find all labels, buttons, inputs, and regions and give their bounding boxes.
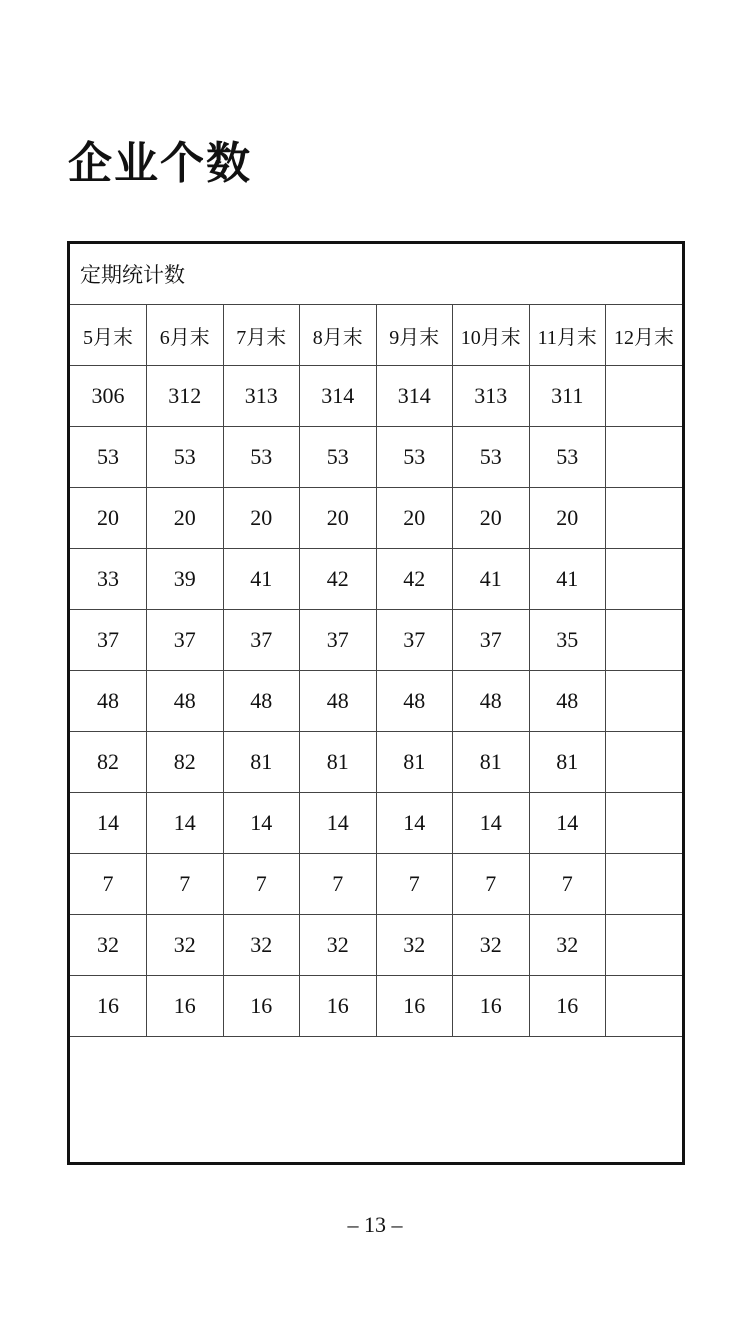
table-cell: 20 bbox=[529, 488, 606, 549]
table-cell: 81 bbox=[453, 732, 530, 793]
table-cell bbox=[606, 610, 683, 671]
table-cell: 311 bbox=[529, 366, 606, 427]
table-cell: 314 bbox=[376, 366, 453, 427]
table-cell: 16 bbox=[529, 976, 606, 1037]
table-cell: 14 bbox=[453, 793, 530, 854]
table-cell: 7 bbox=[147, 854, 224, 915]
table-cell: 32 bbox=[300, 915, 377, 976]
table-cell: 20 bbox=[147, 488, 224, 549]
table-row bbox=[70, 915, 682, 976]
table-cell: 14 bbox=[376, 793, 453, 854]
table-cell: 82 bbox=[147, 732, 224, 793]
table-cell: 48 bbox=[300, 671, 377, 732]
column-header: 6月末 bbox=[147, 305, 224, 366]
table-cell: 32 bbox=[453, 915, 530, 976]
table-cell: 37 bbox=[300, 610, 377, 671]
table-cell: 48 bbox=[70, 671, 147, 732]
table-row bbox=[70, 793, 682, 854]
table-cell bbox=[606, 427, 683, 488]
table-cell: 37 bbox=[147, 610, 224, 671]
table-cell: 7 bbox=[529, 854, 606, 915]
table-cell bbox=[606, 854, 683, 915]
table-cell: 20 bbox=[453, 488, 530, 549]
table-cell: 16 bbox=[300, 976, 377, 1037]
table-cell: 16 bbox=[453, 976, 530, 1037]
table-cell: 7 bbox=[300, 854, 377, 915]
table-cell: 32 bbox=[223, 915, 300, 976]
table-cell: 53 bbox=[70, 427, 147, 488]
table-row bbox=[70, 549, 682, 610]
column-header: 8月末 bbox=[300, 305, 377, 366]
table-cell: 35 bbox=[529, 610, 606, 671]
table-cell: 39 bbox=[147, 549, 224, 610]
table-cell: 14 bbox=[70, 793, 147, 854]
table-cell: 48 bbox=[376, 671, 453, 732]
table-cell: 81 bbox=[223, 732, 300, 793]
table-cell: 32 bbox=[147, 915, 224, 976]
table-cell: 53 bbox=[223, 427, 300, 488]
table-cell bbox=[606, 915, 683, 976]
table-cell: 20 bbox=[376, 488, 453, 549]
table-cell: 48 bbox=[529, 671, 606, 732]
table-cell: 313 bbox=[223, 366, 300, 427]
table-row bbox=[70, 732, 682, 793]
table-cell: 16 bbox=[376, 976, 453, 1037]
table-row bbox=[70, 610, 682, 671]
table-frame bbox=[67, 241, 685, 1165]
table-cell bbox=[606, 366, 683, 427]
table-cell: 20 bbox=[223, 488, 300, 549]
table-row bbox=[70, 427, 682, 488]
table-cell: 48 bbox=[147, 671, 224, 732]
table-cell: 33 bbox=[70, 549, 147, 610]
table-cell: 7 bbox=[376, 854, 453, 915]
table-cell: 37 bbox=[223, 610, 300, 671]
table-cell: 37 bbox=[453, 610, 530, 671]
column-header: 9月末 bbox=[376, 305, 453, 366]
table-cell: 7 bbox=[70, 854, 147, 915]
table-cell: 41 bbox=[453, 549, 530, 610]
table-cell bbox=[606, 976, 683, 1037]
table-cell: 7 bbox=[223, 854, 300, 915]
page-number: – 13 – bbox=[347, 1212, 403, 1237]
table-cell: 32 bbox=[70, 915, 147, 976]
table-cell: 53 bbox=[529, 427, 606, 488]
table-cell: 16 bbox=[147, 976, 224, 1037]
table-row bbox=[70, 366, 682, 427]
table-cell: 81 bbox=[376, 732, 453, 793]
table-cell: 82 bbox=[70, 732, 147, 793]
table-cell: 14 bbox=[529, 793, 606, 854]
table-cell: 53 bbox=[147, 427, 224, 488]
table-cell: 20 bbox=[300, 488, 377, 549]
table-cell: 37 bbox=[376, 610, 453, 671]
table-row bbox=[70, 488, 682, 549]
table-cell: 48 bbox=[453, 671, 530, 732]
table-cell bbox=[606, 671, 683, 732]
table-cell: 53 bbox=[300, 427, 377, 488]
table-cell: 14 bbox=[300, 793, 377, 854]
section-row bbox=[70, 244, 682, 305]
table-cell: 41 bbox=[223, 549, 300, 610]
table-cell: 20 bbox=[70, 488, 147, 549]
section-label: 定期统计数 bbox=[70, 244, 682, 305]
table-cell bbox=[606, 549, 683, 610]
table-cell: 48 bbox=[223, 671, 300, 732]
table-cell: 14 bbox=[223, 793, 300, 854]
table-cell bbox=[606, 488, 683, 549]
page-title: 企业个数 bbox=[68, 138, 252, 189]
table-cell: 7 bbox=[453, 854, 530, 915]
table-cell bbox=[606, 732, 683, 793]
table-cell: 16 bbox=[223, 976, 300, 1037]
column-header: 11月末 bbox=[529, 305, 606, 366]
table-cell: 32 bbox=[376, 915, 453, 976]
table-cell: 16 bbox=[70, 976, 147, 1037]
table-cell: 81 bbox=[529, 732, 606, 793]
statistics-table bbox=[70, 244, 682, 1037]
table-cell: 313 bbox=[453, 366, 530, 427]
table-row bbox=[70, 671, 682, 732]
table-cell: 42 bbox=[376, 549, 453, 610]
table-cell: 41 bbox=[529, 549, 606, 610]
table-cell bbox=[606, 793, 683, 854]
table-cell: 32 bbox=[529, 915, 606, 976]
table-cell: 53 bbox=[376, 427, 453, 488]
table-cell: 314 bbox=[300, 366, 377, 427]
column-header: 10月末 bbox=[453, 305, 530, 366]
header-row bbox=[70, 305, 682, 366]
table-cell: 312 bbox=[147, 366, 224, 427]
column-header: 7月末 bbox=[223, 305, 300, 366]
table-cell: 37 bbox=[70, 610, 147, 671]
column-header: 12月末 bbox=[606, 305, 683, 366]
table-cell: 53 bbox=[453, 427, 530, 488]
table-cell: 81 bbox=[300, 732, 377, 793]
column-header: 5月末 bbox=[70, 305, 147, 366]
table-cell: 306 bbox=[70, 366, 147, 427]
table-cell: 14 bbox=[147, 793, 224, 854]
table-row bbox=[70, 854, 682, 915]
table-row bbox=[70, 976, 682, 1037]
table-cell: 42 bbox=[300, 549, 377, 610]
